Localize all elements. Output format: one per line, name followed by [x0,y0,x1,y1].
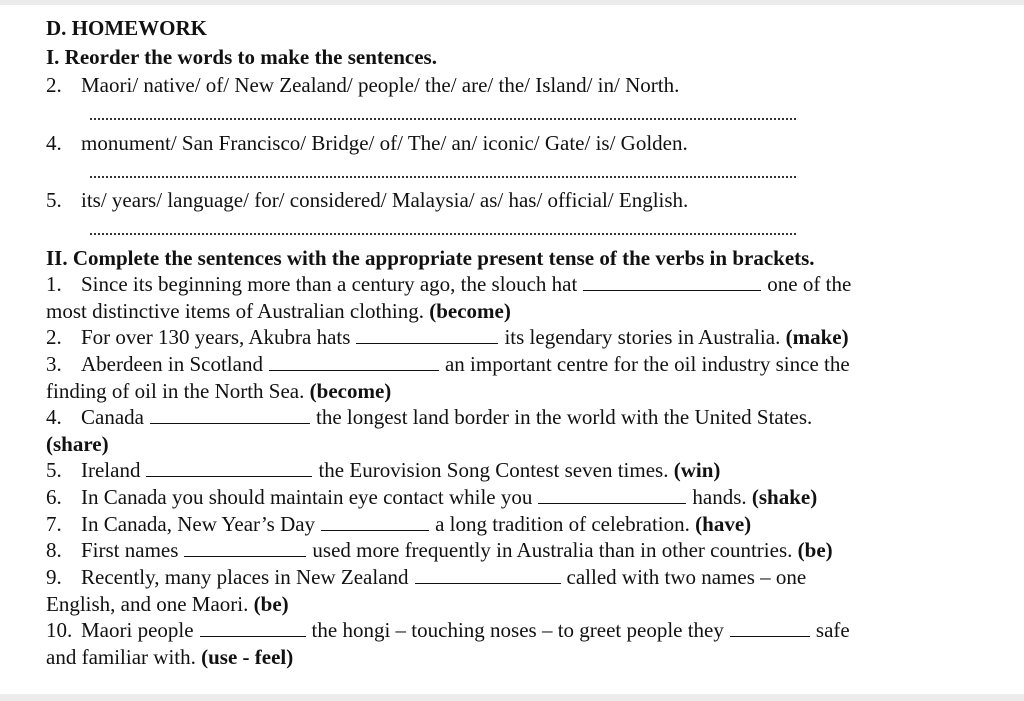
bottom-edge [0,694,1024,701]
item-text: In Canada, New Year’s Day [81,512,316,536]
exercise-item-3 [46,351,850,377]
reorder-item [46,72,679,98]
reorder-item [46,130,688,156]
exercise-item-9 [46,564,806,590]
item-number: 2. [46,325,62,349]
answer-blank[interactable] [150,405,310,424]
item-number: 4. [46,405,62,429]
exercise-item-7 [46,511,751,537]
item-text: one of the [767,272,852,296]
item-text: English, and one Maori. [46,592,249,616]
answer-blank[interactable] [538,485,686,504]
exercise-item-10 [46,617,850,643]
answer-blank[interactable] [730,618,810,637]
item-text: and familiar with. [46,645,196,669]
item-number: 7. [46,512,62,536]
item-text: used more frequently in Australia than in other countries. [312,538,793,562]
item-text: Aberdeen in Scotland [81,352,263,376]
verb-hint: (be) [797,538,833,562]
exercise-item-9-cont [46,591,289,617]
item-text: In Canada you should maintain eye contact while you [81,485,533,509]
item-text: called with two names – one [566,565,807,589]
exercise-item-3-cont [46,378,391,404]
item-number: 6. [46,485,62,509]
answer-blank[interactable] [200,618,306,637]
item-text: Maori/ native/ of/ New Zealand/ people/ the/ are/ the/ Island/ in/ North. [81,73,680,97]
item-text: Canada [81,405,144,429]
item-text: its legendary stories in Australia. [504,325,781,349]
answer-blank[interactable] [583,272,761,291]
item-text: Ireland [81,458,141,482]
exercise-item-4-cont [46,431,109,457]
item-text: a long tradition of celebration. [435,512,690,536]
item-number: 10. [46,618,73,642]
item-number: 5. [46,458,62,482]
part2-heading: II. Complete the sentences with the appropriate present tense of the verbs in brackets. [46,246,815,270]
item-number: 4. [46,131,62,155]
part1-heading: I. Reorder the words to make the sentences. [46,45,437,69]
answer-line[interactable] [90,176,796,178]
item-number: 2. [46,73,62,97]
exercise-item-2 [46,324,849,350]
exercise-item-5 [46,457,720,483]
item-text: most distinctive items of Australian clothing. [46,299,424,323]
item-text: the hongi – touching noses – to greet people they [311,618,724,642]
verb-hint: (be) [253,592,289,616]
item-text: the longest land border in the world with the United States. [315,405,813,429]
item-number: 5. [46,188,62,212]
verb-hint: (have) [695,512,752,536]
verb-hint: (use - feel) [201,645,294,669]
verb-hint: (make) [785,325,849,349]
verb-hint: (become) [309,379,392,403]
exercise-item-4 [46,404,812,430]
item-text: an important centre for the oil industry since the [444,352,850,376]
exercise-item-10-cont [46,644,293,670]
exercise-item-8 [46,537,833,563]
answer-blank[interactable] [269,352,439,371]
answer-blank[interactable] [184,538,306,557]
item-text: its/ years/ language/ for/ considered/ Malaysia/ as/ has/ official/ English. [81,188,689,212]
verb-hint: (shake) [751,485,818,509]
item-text: Recently, many places in New Zealand [81,565,409,589]
item-text: safe [815,618,850,642]
item-text: Maori people [81,618,194,642]
item-text: monument/ San Francisco/ Bridge/ of/ The/ an/ iconic/ Gate/ is/ Golden. [81,131,688,155]
exercise-item-1-cont [46,298,511,324]
exercise-item-1 [46,271,851,297]
answer-line[interactable] [90,233,796,235]
item-number: 3. [46,352,62,376]
answer-blank[interactable] [415,565,561,584]
item-text: Since its beginning more than a century ago, the slouch hat [81,272,578,296]
answer-blank[interactable] [356,325,498,344]
reorder-item [46,187,688,213]
item-number: 8. [46,538,62,562]
item-text: For over 130 years, Akubra hats [81,325,351,349]
item-text: First names [81,538,179,562]
item-number: 1. [46,272,62,296]
item-text: hands. [692,485,747,509]
item-text: finding of oil in the North Sea. [46,379,305,403]
answer-line[interactable] [90,118,796,120]
item-number: 9. [46,565,62,589]
answer-blank[interactable] [321,512,429,531]
exercise-item-6 [46,484,817,510]
item-text: the Eurovision Song Contest seven times. [318,458,669,482]
answer-blank[interactable] [146,458,312,477]
verb-hint: (win) [673,458,721,482]
verb-hint: (become) [429,299,511,323]
verb-hint: (share) [46,432,109,456]
section-title: D. HOMEWORK [46,16,207,40]
